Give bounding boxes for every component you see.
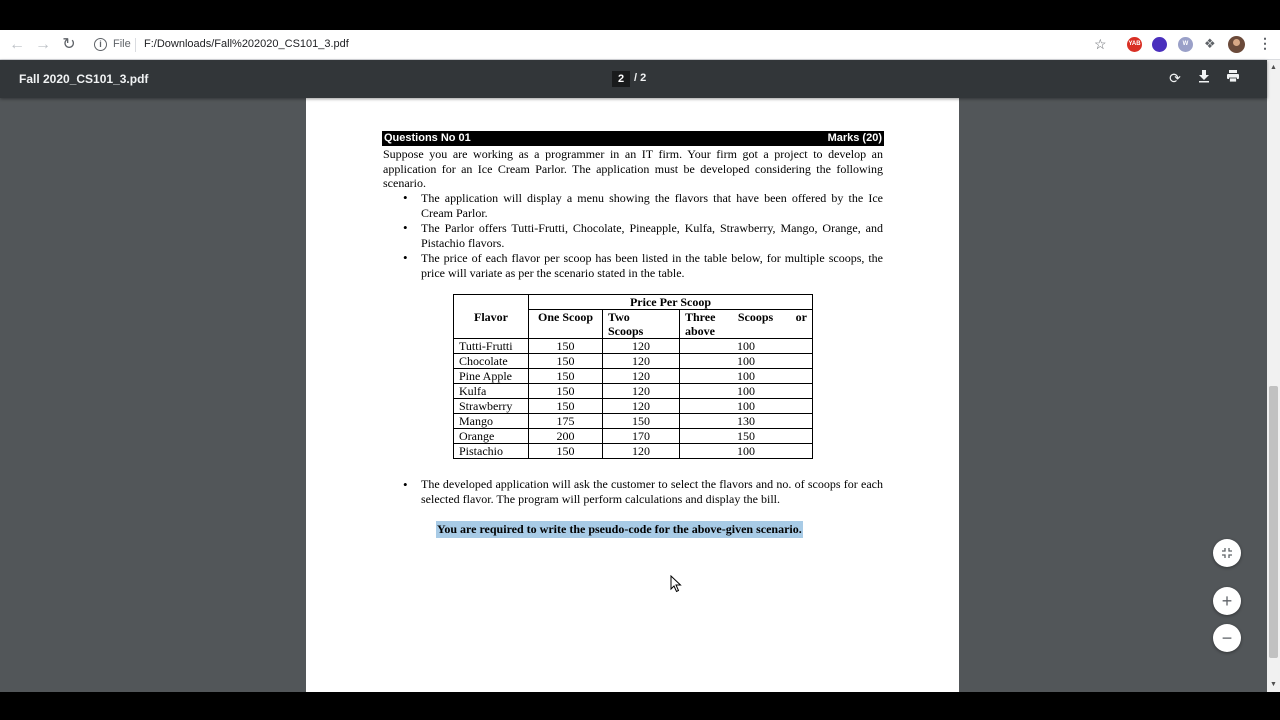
browser-menu-icon[interactable]: ⋮ <box>1258 35 1272 51</box>
two-scoops-cell: 120 <box>603 354 680 369</box>
table-row <box>454 399 813 414</box>
two-scoops-header <box>603 310 680 339</box>
flavor-cell: Chocolate <box>454 354 529 369</box>
mouse-cursor-icon <box>670 575 682 593</box>
flavor-cell: Kulfa <box>454 384 529 399</box>
scroll-up-arrow-icon[interactable]: ▲ <box>1270 64 1277 71</box>
flavor-cell: Mango <box>454 414 529 429</box>
pdf-viewer-area[interactable] <box>0 98 1267 692</box>
three-scoops-cell: 100 <box>680 354 813 369</box>
pdf-page <box>306 98 959 692</box>
two-scoops-cell: 120 <box>603 369 680 384</box>
three-scoops-header <box>680 310 813 339</box>
fit-to-page-button[interactable] <box>1213 539 1241 567</box>
page-total: / 2 <box>634 72 647 84</box>
two-scoops-cell: 150 <box>603 414 680 429</box>
flavor-cell: Pistachio <box>454 444 529 459</box>
page-number-input[interactable]: 2 <box>612 71 630 87</box>
two-scoops-cell: 170 <box>603 429 680 444</box>
price-table <box>453 294 813 459</box>
three-scoops-cell: 100 <box>680 369 813 384</box>
list-item: • The developed application will ask the customer to select the flavors and no. of scoops for each selected flavor. The program will perform calculations and display the bill. <box>403 477 883 507</box>
two-scoops-cell: 120 <box>603 384 680 399</box>
three-scoops-cell: 100 <box>680 399 813 414</box>
three-scoops-line2: above <box>685 324 715 338</box>
one-scoop-cell: 150 <box>529 399 603 414</box>
profile-avatar[interactable] <box>1228 36 1245 53</box>
three-scoops-cell: 100 <box>680 339 813 354</box>
list-item: • The application will display a menu showing the flavors that have been offered by the Ice Cream Parlor. <box>403 191 883 221</box>
one-scoop-cell: 150 <box>529 384 603 399</box>
table-row <box>454 414 813 429</box>
flavor-header: Flavor <box>454 295 529 339</box>
flavor-cell: Strawberry <box>454 399 529 414</box>
one-scoop-cell: 150 <box>529 369 603 384</box>
one-scoop-cell: 150 <box>529 444 603 459</box>
list-item: • The Parlor offers Tutti-Frutti, Chocolate, Pineapple, Kulfa, Strawberry, Mango, Orange, and Pistachio flavors. <box>403 221 883 251</box>
zoom-in-button[interactable]: + <box>1213 587 1241 615</box>
browser-address-bar <box>0 30 1280 60</box>
question-header-bar <box>382 131 884 146</box>
two-scoops-cell: 120 <box>603 399 680 414</box>
zoom-out-button[interactable]: − <box>1213 624 1241 652</box>
flavor-cell: Orange <box>454 429 529 444</box>
price-per-scoop-header: Price Per Scoop <box>529 295 813 310</box>
three-scoops-cell: 100 <box>680 444 813 459</box>
two-scoops-line2: Scoops <box>608 324 644 338</box>
question-marks: Marks (20) <box>827 132 882 144</box>
print-icon[interactable] <box>1224 69 1242 87</box>
table-row <box>454 444 813 459</box>
back-arrow-icon[interactable]: ← <box>9 36 25 53</box>
yab-extension-icon[interactable]: YAB <box>1127 37 1142 52</box>
table-row <box>454 369 813 384</box>
flavor-cell: Pine Apple <box>454 369 529 384</box>
scrollbar-thumb[interactable] <box>1269 386 1278 658</box>
rotate-icon[interactable]: ⟳ <box>1169 70 1181 86</box>
bottom-letterbox <box>0 692 1280 720</box>
one-scoop-cell: 150 <box>529 339 603 354</box>
table-row <box>454 429 813 444</box>
forward-arrow-icon[interactable]: → <box>35 36 51 53</box>
table-row <box>454 384 813 399</box>
site-info-icon[interactable]: i <box>94 38 107 51</box>
vertical-scrollbar[interactable] <box>1267 60 1280 692</box>
table-row <box>454 354 813 369</box>
file-label: File <box>113 38 131 50</box>
reload-icon[interactable]: ↻ <box>62 36 76 53</box>
scenario-bullet-list <box>403 191 883 280</box>
pdf-toolbar <box>0 60 1267 98</box>
three-scoops-line1: Three Scoops or <box>685 310 807 324</box>
three-scoops-cell: 130 <box>680 414 813 429</box>
one-scoop-cell: 200 <box>529 429 603 444</box>
one-scoop-cell: 175 <box>529 414 603 429</box>
download-icon[interactable] <box>1195 69 1213 87</box>
scroll-down-arrow-icon[interactable]: ▼ <box>1270 681 1277 688</box>
url-input[interactable]: F:/Downloads/Fall%202020_CS101_3.pdf <box>144 38 349 50</box>
intro-paragraph: Suppose you are working as a programmer in an IT firm. Your firm got a project to develop an application for an Ice Cream Parlor. The application must be developed considering the following scenario. <box>383 147 883 191</box>
bookmark-star-icon[interactable]: ☆ <box>1094 36 1107 52</box>
two-scoops-line1: Two <box>608 310 630 324</box>
question-number: Questions No 01 <box>384 132 471 144</box>
three-scoops-cell: 150 <box>680 429 813 444</box>
list-item: • The price of each flavor per scoop has been listed in the table below, for multiple scoops, the price will variate as per the scenario stated in the table. <box>403 251 883 281</box>
hexagon-extension-icon[interactable] <box>1152 37 1167 52</box>
three-scoops-cell: 100 <box>680 384 813 399</box>
one-scoop-cell: 150 <box>529 354 603 369</box>
two-scoops-cell: 120 <box>603 444 680 459</box>
w-extension-icon[interactable]: W <box>1178 37 1193 52</box>
table-row <box>454 339 813 354</box>
two-scoops-cell: 120 <box>603 339 680 354</box>
flavor-cell: Tutti-Frutti <box>454 339 529 354</box>
requirement-highlight: You are required to write the pseudo-code for the above-given scenario. <box>437 522 802 536</box>
one-scoop-header: One Scoop <box>529 310 603 339</box>
address-separator <box>135 38 136 52</box>
pdf-title: Fall 2020_CS101_3.pdf <box>19 72 149 86</box>
top-letterbox <box>0 0 1280 30</box>
final-bullet-list <box>403 477 883 507</box>
extensions-puzzle-icon[interactable]: ❖ <box>1204 36 1216 51</box>
